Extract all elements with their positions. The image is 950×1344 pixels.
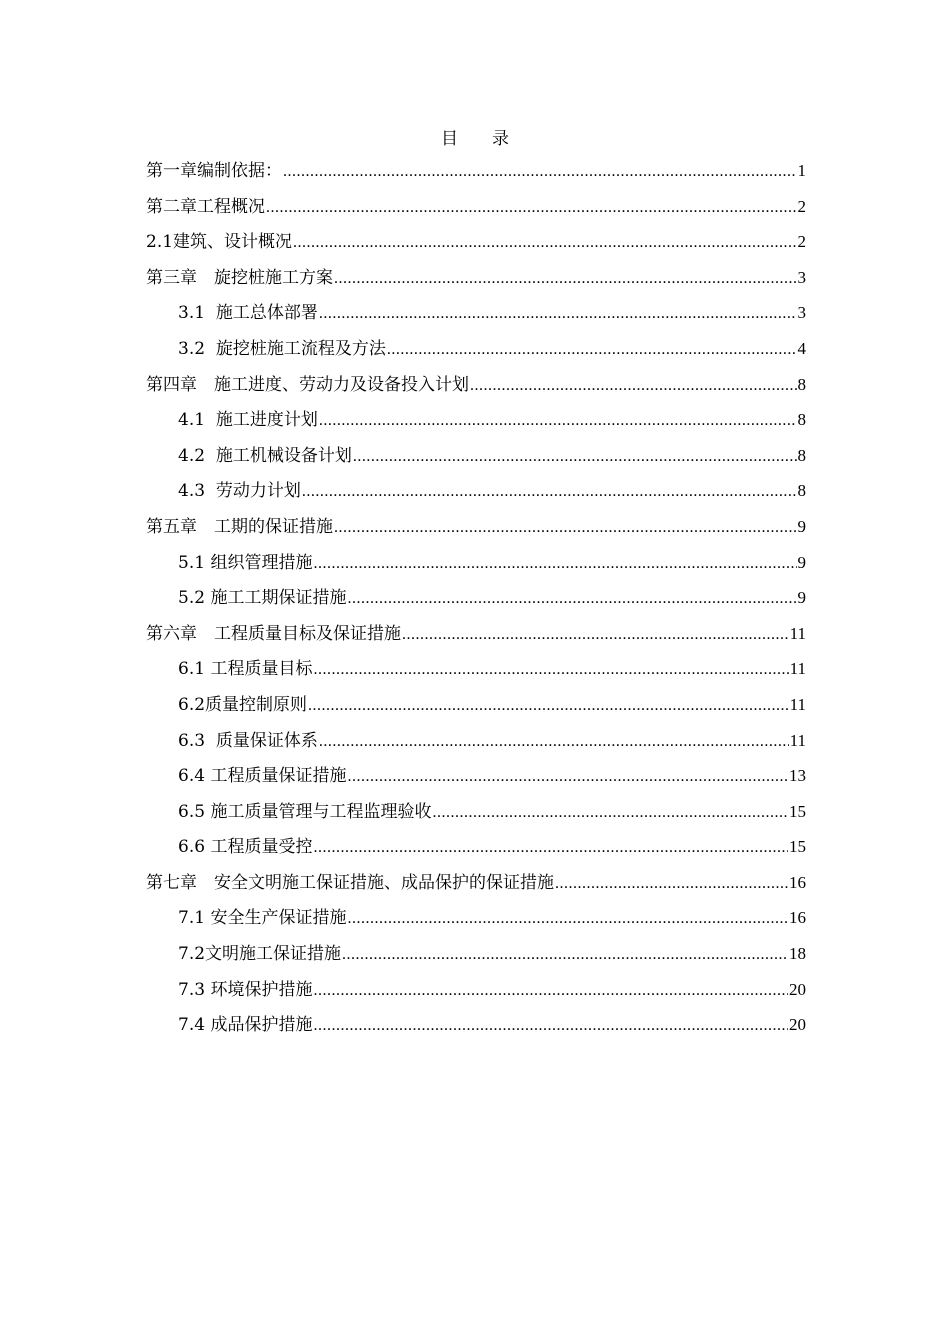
toc-entry-text: 5.1 组织管理措施 bbox=[178, 552, 313, 573]
toc-dot-leader bbox=[313, 652, 788, 688]
toc-entry[interactable] bbox=[146, 651, 806, 687]
toc-entry-text: 第三章 旋挖桩施工方案 bbox=[146, 267, 333, 288]
toc-dot-leader bbox=[432, 795, 788, 831]
toc-entry-page: 15 bbox=[789, 837, 806, 857]
toc-dot-leader bbox=[387, 332, 797, 368]
toc-entry-text: 第四章 施工进度、劳动力及设备投入计划 bbox=[146, 374, 469, 395]
toc-entry[interactable] bbox=[146, 972, 806, 1008]
toc-dot-leader bbox=[266, 190, 797, 226]
toc-dot-leader bbox=[293, 225, 796, 261]
toc-dot-leader bbox=[334, 510, 797, 546]
toc-entry-page: 16 bbox=[789, 908, 806, 928]
toc-entry[interactable] bbox=[146, 723, 806, 759]
toc-entry-text: 4.2 施工机械设备计划 bbox=[178, 445, 352, 466]
toc-entry-text: 第二章工程概况 bbox=[146, 196, 265, 217]
toc-list bbox=[146, 153, 806, 1043]
toc-entry-text: 5.2 施工工期保证措施 bbox=[178, 588, 347, 609]
toc-entry[interactable] bbox=[146, 295, 806, 331]
toc-dot-leader bbox=[347, 581, 796, 617]
toc-entry[interactable] bbox=[146, 153, 806, 189]
toc-entry-page: 18 bbox=[789, 944, 806, 964]
toc-entry[interactable] bbox=[146, 545, 806, 581]
toc-entry[interactable] bbox=[146, 1007, 806, 1043]
toc-entry-page: 9 bbox=[797, 588, 806, 608]
toc-dot-leader bbox=[308, 688, 789, 724]
toc-dot-leader bbox=[319, 296, 797, 332]
toc-entry-text: 7.2文明施工保证措施 bbox=[178, 944, 342, 965]
toc-entry-page: 3 bbox=[797, 267, 806, 287]
toc-entry-text: 3.1 施工总体部署 bbox=[178, 303, 318, 324]
toc-entry-text: 2.1建筑、设计概况 bbox=[146, 232, 293, 253]
toc-dot-leader bbox=[347, 901, 788, 937]
toc-entry[interactable] bbox=[146, 509, 806, 545]
toc-entry-text: 7.4 成品保护措施 bbox=[178, 1015, 313, 1036]
toc-entry-page: 11 bbox=[789, 730, 806, 750]
toc-entry-page: 9 bbox=[797, 552, 806, 572]
toc-entry-page: 8 bbox=[797, 410, 806, 430]
toc-entry[interactable] bbox=[146, 936, 806, 972]
toc-dot-leader bbox=[347, 759, 788, 795]
toc-entry[interactable] bbox=[146, 829, 806, 865]
toc-dot-leader bbox=[402, 617, 789, 653]
toc-entry-text: 7.1 安全生产保证措施 bbox=[178, 908, 347, 929]
toc-entry-text: 4.1 施工进度计划 bbox=[178, 410, 318, 431]
toc-title: 目 录 bbox=[441, 129, 509, 149]
toc-entry-page: 8 bbox=[797, 445, 806, 465]
toc-entry[interactable] bbox=[146, 473, 806, 509]
toc-dot-leader bbox=[342, 937, 788, 973]
toc-entry-text: 第七章 安全文明施工保证措施、成品保护的保证措施 bbox=[146, 872, 554, 893]
toc-entry-text: 6.1 工程质量目标 bbox=[178, 659, 313, 680]
toc-dot-leader bbox=[470, 368, 797, 404]
toc-entry-text: 6.3 质量保证体系 bbox=[178, 730, 318, 751]
toc-entry[interactable] bbox=[146, 189, 806, 225]
toc-dot-leader bbox=[319, 403, 797, 439]
toc-entry[interactable] bbox=[146, 367, 806, 403]
toc-dot-leader bbox=[334, 261, 797, 297]
toc-dot-leader bbox=[313, 973, 788, 1009]
toc-entry[interactable] bbox=[146, 402, 806, 438]
toc-entry-text: 6.5 施工质量管理与工程监理验收 bbox=[178, 801, 432, 822]
toc-dot-leader bbox=[319, 724, 789, 760]
toc-entry[interactable] bbox=[146, 224, 806, 260]
toc-entry-page: 1 bbox=[797, 161, 806, 180]
toc-entry[interactable] bbox=[146, 260, 806, 296]
toc-entry[interactable] bbox=[146, 758, 806, 794]
toc-dot-leader bbox=[313, 546, 796, 582]
toc-entry-text: 4.3 劳动力计划 bbox=[178, 481, 301, 502]
toc-entry[interactable] bbox=[146, 900, 806, 936]
toc-entry-page: 3 bbox=[797, 303, 806, 323]
toc-entry[interactable] bbox=[146, 616, 806, 652]
toc-entry-text: 3.2 旋挖桩施工流程及方法 bbox=[178, 338, 386, 359]
toc-entry[interactable] bbox=[146, 794, 806, 830]
toc-entry-text: 7.3 环境保护措施 bbox=[178, 979, 313, 1000]
toc-entry-page: 20 bbox=[789, 1015, 806, 1035]
toc-entry-text: 第六章 工程质量目标及保证措施 bbox=[146, 623, 401, 644]
toc-dot-leader bbox=[283, 154, 797, 190]
toc-entry[interactable] bbox=[146, 438, 806, 474]
toc-entry-text: 第一章编制依据： bbox=[146, 161, 282, 181]
toc-dot-leader bbox=[302, 474, 797, 510]
toc-entry-page: 8 bbox=[797, 481, 806, 501]
toc-entry-page: 11 bbox=[789, 659, 806, 679]
toc-entry-text: 6.4 工程质量保证措施 bbox=[178, 766, 347, 787]
toc-entry-text: 第五章 工期的保证措施 bbox=[146, 516, 333, 537]
toc-entry-text: 6.6 工程质量受控 bbox=[178, 837, 313, 858]
toc-dot-leader bbox=[555, 866, 788, 902]
toc-entry[interactable] bbox=[146, 331, 806, 367]
toc-dot-leader bbox=[313, 830, 788, 866]
toc-entry[interactable] bbox=[146, 580, 806, 616]
toc-entry[interactable] bbox=[146, 687, 806, 723]
toc-entry-page: 20 bbox=[789, 979, 806, 999]
toc-entry[interactable] bbox=[146, 865, 806, 901]
toc-entry-page: 2 bbox=[797, 232, 806, 252]
toc-entry-page: 9 bbox=[797, 516, 806, 536]
toc-entry-page: 16 bbox=[789, 872, 806, 892]
toc-entry-page: 13 bbox=[789, 766, 806, 786]
toc-entry-text: 6.2质量控制原则 bbox=[178, 694, 308, 715]
toc-dot-leader bbox=[353, 439, 797, 475]
toc-dot-leader bbox=[313, 1008, 788, 1044]
toc-entry-page: 4 bbox=[797, 338, 806, 358]
toc-entry-page: 15 bbox=[789, 801, 806, 821]
toc-entry-page: 8 bbox=[797, 374, 806, 394]
toc-entry-page: 11 bbox=[789, 623, 806, 643]
toc-entry-page: 2 bbox=[797, 196, 806, 216]
toc-entry-page: 11 bbox=[789, 694, 806, 714]
